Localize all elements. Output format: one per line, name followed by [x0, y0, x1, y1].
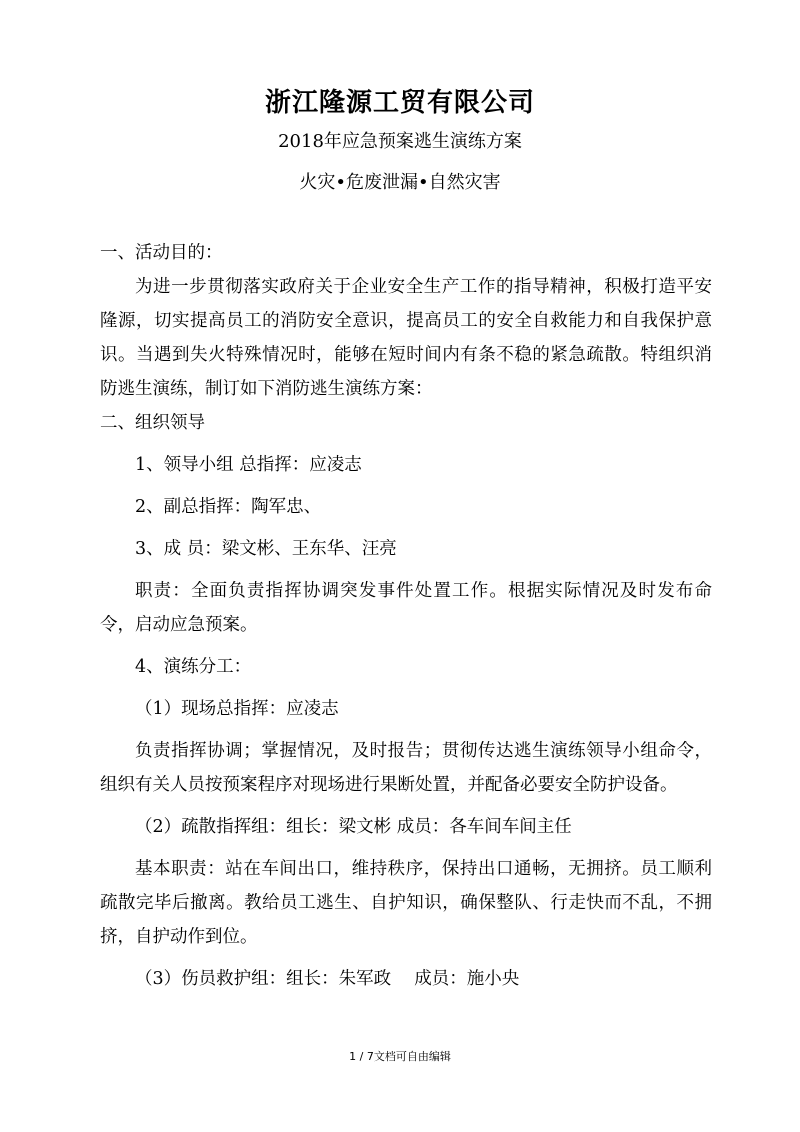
- document-body: [100, 236, 712, 996]
- subitem-1-paragraph: 负责指挥协调；掌握情况，及时报告；贯彻传达逃生演练领导小组命令，组织有关人员按预案程序对现场进行果断处置，并配备必要安全防护设备。: [100, 741, 712, 795]
- leadership-item-3: 3、成 员：梁文彬、王东华、汪亮: [135, 539, 397, 559]
- plan-title: 2018年应急预案逃生演练方案: [278, 131, 522, 152]
- subitem-2: （2）疏散指挥组：组长：梁文彬 成员：各车间车间主任: [135, 817, 572, 837]
- section-heading-purpose: 一、活动目的：: [100, 243, 223, 263]
- company-title: 浙江隆源工贸有限公司: [264, 88, 535, 118]
- leadership-item-1: 1、领导小组 总指挥：应凌志: [135, 455, 362, 475]
- duty-paragraph: 职责：全面负责指挥协调突发事件处置工作。根据实际情况及时发布命令，启动应急预案。: [100, 581, 712, 635]
- subitem-3: （3）伤员救护组：组长：朱军政 成员：施小央: [135, 969, 520, 989]
- page-footer: 1 / 7文档可自由编辑: [349, 1050, 451, 1063]
- leadership-item-4: 4、演练分工：: [135, 657, 252, 677]
- subitem-2-paragraph: 基本职责：站在车间出口，维持秩序，保持出口通畅，无拥挤。员工顺利疏散完毕后撤离。教给员工逃生、自护知识，确保整队、行走快而不乱，不拥挤，自护动作到位。: [100, 859, 712, 947]
- subitem-1: （1）现场总指挥：应凌志: [135, 699, 339, 719]
- purpose-paragraph: 为进一步贯彻落实政府关于企业安全生产工作的指导精神，积极打造平安隆源，切实提高员工的消防安全意识，提高员工的安全自救能力和自我保护意识。当遇到失火特殊情况时，能够在短时间内有条不稳的紧急疏散。特组织消防逃生演练，制订如下消防逃生演练方案：: [100, 277, 712, 399]
- section-heading-leadership: 二、组织领导: [100, 413, 205, 433]
- scope-subtitle: 火灾•危废泄漏•自然灾害: [299, 172, 501, 193]
- leadership-item-2: 2、副总指挥：陶军忠、: [135, 497, 322, 517]
